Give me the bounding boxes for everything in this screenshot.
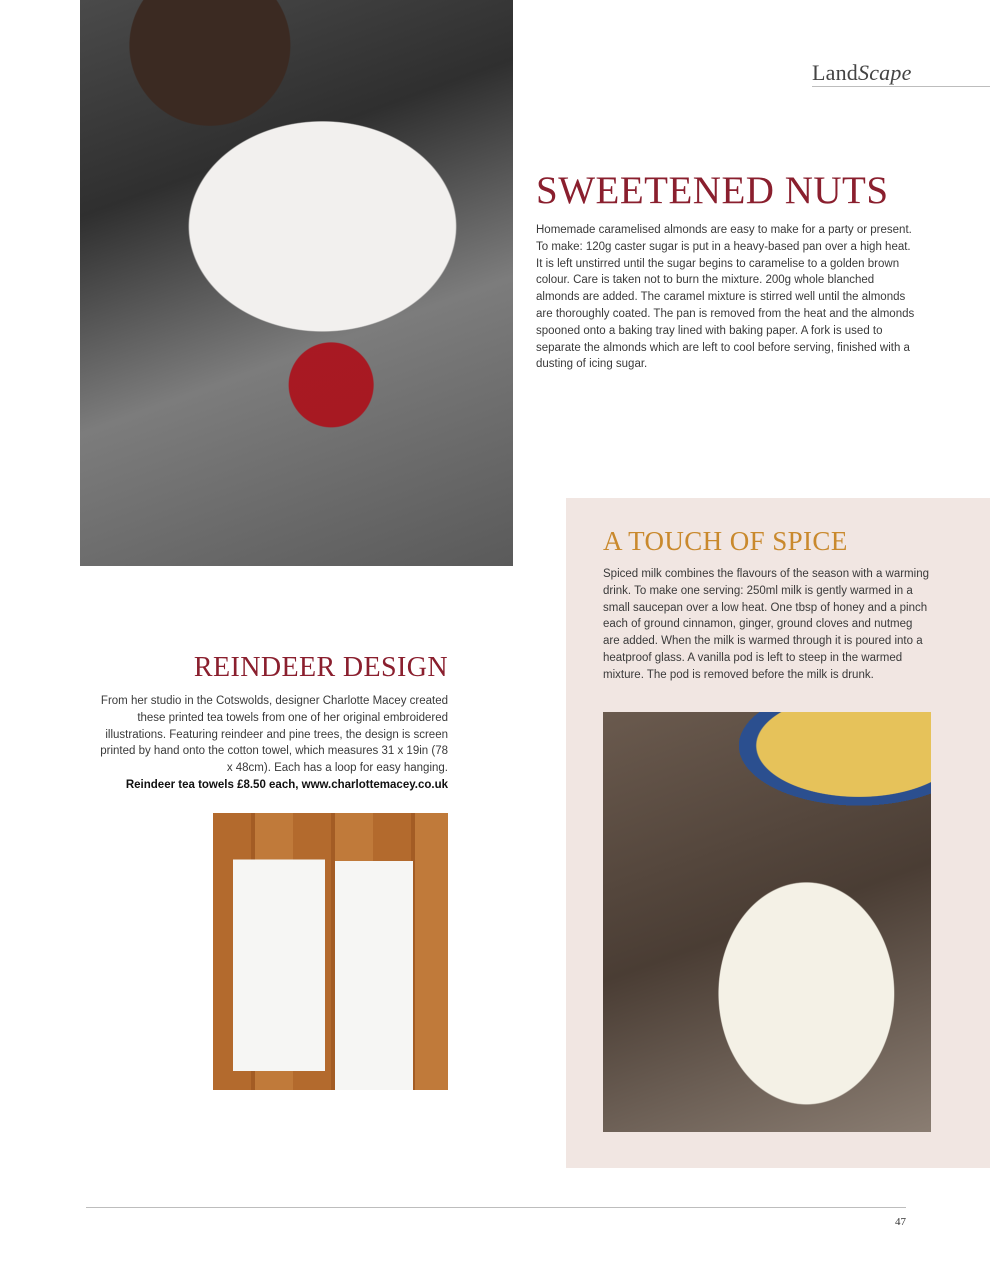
reindeer-design-body: From her studio in the Cotswolds, designer Charlotte Macey created these printed tea towels from one of her original embroidered illustrations. Featuring reindeer and pine trees, the design is screen printed by hand onto the cotton towel, which measures 31 x 19in (78 x 48cm). Each has a loop for easy hanging. bbox=[100, 695, 448, 775]
reindeer-tea-towels-photo bbox=[213, 813, 448, 1090]
logo-land: Land bbox=[812, 60, 859, 85]
reindeer-design-heading: REINDEER DESIGN bbox=[193, 652, 448, 683]
touch-of-spice-heading: A TOUCH OF SPICE bbox=[603, 526, 848, 556]
magazine-logo bbox=[812, 60, 912, 86]
caramelised-almonds-photo bbox=[80, 0, 513, 566]
masthead-rule bbox=[812, 86, 990, 87]
spiced-milk-photo bbox=[603, 712, 931, 1132]
logo-scape: Scape bbox=[858, 60, 912, 85]
reindeer-price-line: Reindeer tea towels £8.50 each, www.charlottemacey.co.uk bbox=[125, 778, 448, 791]
reindeer-design-copy bbox=[100, 693, 448, 794]
sweetened-nuts-body: Homemade caramelised almonds are easy to make for a party or present. To make: 120g caster sugar is put in a heavy-based pan over a high heat. It is left unstirred until the sugar begins to caramelise to a golden brown colour. Care is taken not to burn the mixture. 200g whole blanched almonds are added. The caramel mixture is stirred well until the almonds are thoroughly coated. The pan is removed from the heat and the almonds spooned onto a baking tray lined with baking paper. A fork is used to separate the almonds which are left to cool before serving, finished with a dusting of icing sugar. bbox=[536, 224, 915, 371]
touch-of-spice-body: Spiced milk combines the flavours of the season with a warming drink. To make one serving: 250ml milk is gently warmed in a small saucepan over a low heat. One tbsp of honey and a pinch each of ground cinnamon, ginger, ground cloves and nutmeg are added. When the milk is warmed through it is poured into a heatproof glass. A vanilla pod is left to steep in the warmed mixture. The pod is removed before the milk is drunk. bbox=[603, 568, 929, 681]
footer-rule bbox=[86, 1207, 906, 1208]
sweetened-nuts-heading: SWEETENED NUTS bbox=[536, 169, 889, 212]
page-number: 47 bbox=[895, 1216, 906, 1228]
